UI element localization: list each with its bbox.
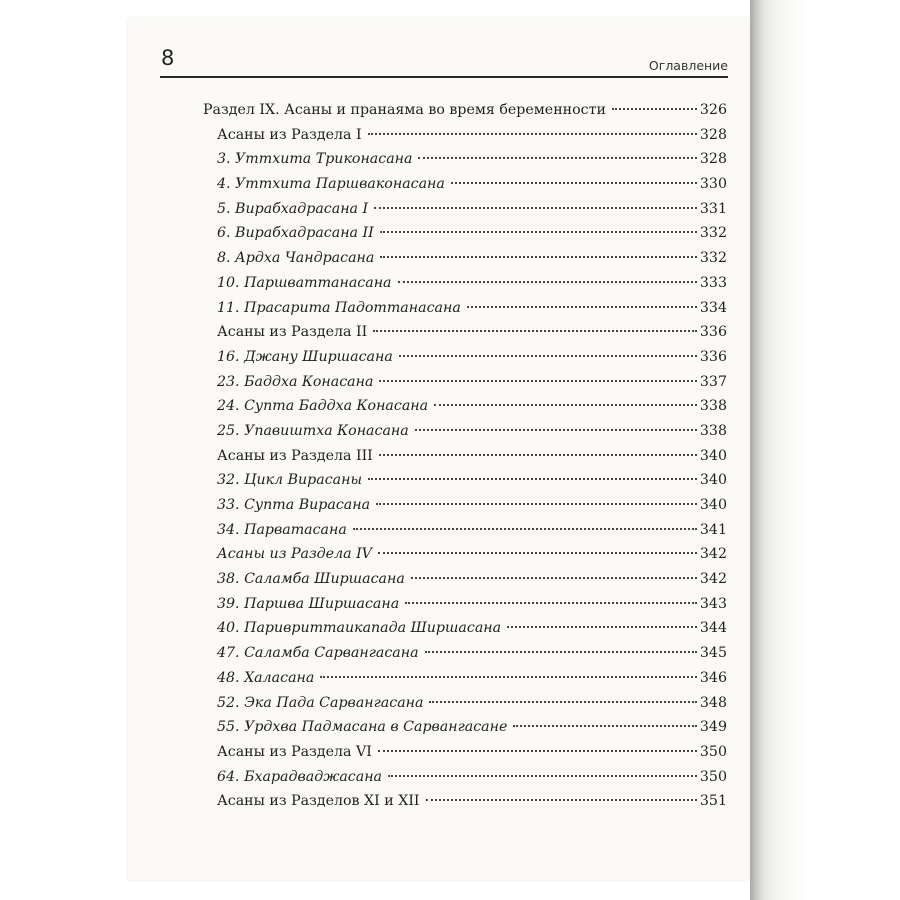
toc-entry-title: 52. Эка Пада Сарвангасана	[217, 694, 424, 711]
toc-entry-title: Асаны из Раздела VI	[217, 743, 372, 760]
dot-leader	[612, 108, 697, 110]
toc-entry-page: 333	[699, 274, 727, 291]
toc-entry-title: 23. Баддха Конасана	[217, 373, 374, 390]
toc-entry-title: 8. Ардха Чандрасана	[217, 250, 375, 267]
toc-entry-page: 348	[699, 694, 727, 711]
toc-entry-title: 55. Урдхва Падмасана в Сарвангасане	[217, 719, 508, 736]
dot-leader	[467, 306, 697, 308]
toc-entry	[203, 324, 727, 349]
toc-entry-page: 332	[699, 250, 727, 267]
toc-entry-page: 351	[699, 793, 727, 810]
toc-entry-page: 334	[699, 299, 727, 316]
toc-entry-title: 5. Вирабхадрасана I	[217, 200, 369, 217]
dot-leader	[353, 528, 697, 530]
dot-leader	[374, 207, 697, 209]
toc-entry-title: Асаны из Раздела II	[217, 324, 368, 341]
toc-entry-title: 38. Саламба Ширшасана	[217, 571, 405, 588]
dot-leader	[411, 577, 697, 579]
toc-entry	[203, 695, 727, 720]
dot-leader	[380, 256, 697, 258]
toc-entry	[203, 793, 727, 818]
toc-entry-page: 330	[699, 176, 727, 193]
toc-entry-page: 338	[699, 422, 727, 439]
toc-entry	[203, 522, 727, 547]
dot-leader	[434, 404, 697, 406]
toc-entry-page: 336	[699, 324, 727, 341]
toc-entry	[203, 102, 727, 127]
dot-leader	[415, 429, 697, 431]
toc-entry	[203, 472, 727, 497]
toc-entry	[203, 719, 727, 744]
toc-entry-page: 350	[699, 768, 727, 785]
dot-leader	[368, 133, 697, 135]
toc-entry-page: 344	[699, 620, 727, 637]
toc-entry-title: Асаны из Раздела IV	[217, 546, 372, 563]
toc-entry-title: 34. Парватасана	[217, 521, 347, 538]
dot-leader	[425, 651, 697, 653]
toc-entry	[203, 201, 727, 226]
toc-entry-title: 47. Саламба Сарвангасана	[217, 645, 419, 662]
toc-entry-page: 328	[699, 151, 727, 168]
toc-entry-title: 48. Халасана	[217, 669, 315, 686]
toc-entry	[203, 448, 727, 473]
dot-leader	[405, 602, 697, 604]
dot-leader	[429, 701, 696, 703]
toc-entry	[203, 275, 727, 300]
book-spine-shadow	[750, 0, 900, 900]
toc-entry-title: 3. Уттхита Триконасана	[217, 151, 413, 168]
toc-entry-page: 341	[699, 521, 727, 538]
page-number: 8	[161, 46, 175, 70]
dot-leader	[399, 355, 697, 357]
toc-entry-page: 346	[699, 669, 727, 686]
toc-entry-page: 342	[699, 571, 727, 588]
dot-leader	[513, 725, 697, 727]
toc-entry	[203, 571, 727, 596]
toc-entry	[203, 349, 727, 374]
toc-entry	[203, 300, 727, 325]
toc-entry	[203, 176, 727, 201]
toc-entry-page: 349	[699, 719, 727, 736]
toc-entry-title: 10. Паршваттанасана	[217, 274, 392, 291]
toc-entry	[203, 225, 727, 250]
dot-leader	[507, 626, 697, 628]
toc-entry-title: 24. Супта Баддха Конасана	[217, 398, 429, 415]
toc-entry-page: 340	[699, 472, 727, 489]
dot-leader	[320, 676, 697, 678]
toc-entry-page: 336	[699, 348, 727, 365]
dot-leader	[451, 182, 697, 184]
toc-entry	[203, 127, 727, 152]
toc-entry-page: 343	[699, 595, 727, 612]
toc-entry-page: 331	[699, 200, 727, 217]
running-title: Оглавление	[648, 58, 728, 73]
toc-entry-title: Асаны из Раздела I	[217, 126, 362, 143]
toc-entry-page: 326	[699, 102, 727, 118]
dot-leader	[418, 157, 696, 159]
dot-leader	[426, 799, 697, 801]
toc-entry-page: 338	[699, 398, 727, 415]
toc-entry-page: 340	[699, 447, 727, 464]
toc-entry-page: 350	[699, 743, 727, 760]
toc-entry	[203, 620, 727, 645]
dot-leader	[398, 281, 697, 283]
toc-entry	[203, 497, 727, 522]
toc-entry-title: Асаны из Разделов XI и XII	[217, 793, 420, 810]
toc-entry-page: 340	[699, 497, 727, 513]
toc-entry	[203, 423, 727, 448]
toc-entry-page: 345	[699, 645, 727, 662]
toc-entry	[203, 546, 727, 571]
toc-entry-page: 337	[699, 373, 727, 390]
toc-entry-title: 11. Прасарита Падоттанасана	[217, 299, 461, 316]
dot-leader	[373, 330, 697, 332]
toc-entry-title: 16. Джану Ширшасана	[217, 348, 393, 365]
dot-leader	[388, 775, 697, 777]
dot-leader	[368, 478, 697, 480]
toc-entry-title: 33. Супта Вирасана	[217, 497, 371, 513]
dot-leader	[376, 503, 697, 505]
toc-entry-page: 328	[699, 126, 727, 143]
toc-entry-title: 40. Паривриттаикапада Ширшасана	[217, 620, 502, 637]
table-of-contents	[203, 102, 727, 818]
toc-entry	[203, 374, 727, 399]
toc-entry-title: Асаны из Раздела III	[217, 447, 373, 464]
toc-entry	[203, 250, 727, 275]
toc-entry	[203, 744, 727, 769]
dot-leader	[378, 750, 697, 752]
toc-entry	[203, 398, 727, 423]
header-rule	[160, 76, 728, 78]
toc-entry-title: Раздел IX. Асаны и пранаяма во время беременности	[203, 102, 606, 118]
toc-entry-page: 342	[699, 546, 727, 563]
dot-leader	[379, 454, 697, 456]
toc-entry	[203, 670, 727, 695]
toc-entry-title: 6. Вирабхадрасана II	[217, 225, 374, 242]
toc-entry-page: 332	[699, 225, 727, 242]
toc-entry	[203, 151, 727, 176]
toc-entry-title: 25. Упавиштха Конасана	[217, 422, 409, 439]
dot-leader	[379, 380, 696, 382]
toc-entry-title: 32. Цикл Вирасаны	[217, 472, 363, 489]
toc-entry-title: 64. Бхарадваджасана	[217, 768, 382, 785]
toc-entry	[203, 645, 727, 670]
toc-entry-title: 4. Уттхита Паршваконасана	[217, 176, 445, 193]
dot-leader	[380, 231, 697, 233]
toc-entry-title: 39. Паршва Ширшасана	[217, 595, 400, 612]
toc-entry	[203, 769, 727, 794]
toc-entry	[203, 596, 727, 621]
dot-leader	[378, 552, 697, 554]
